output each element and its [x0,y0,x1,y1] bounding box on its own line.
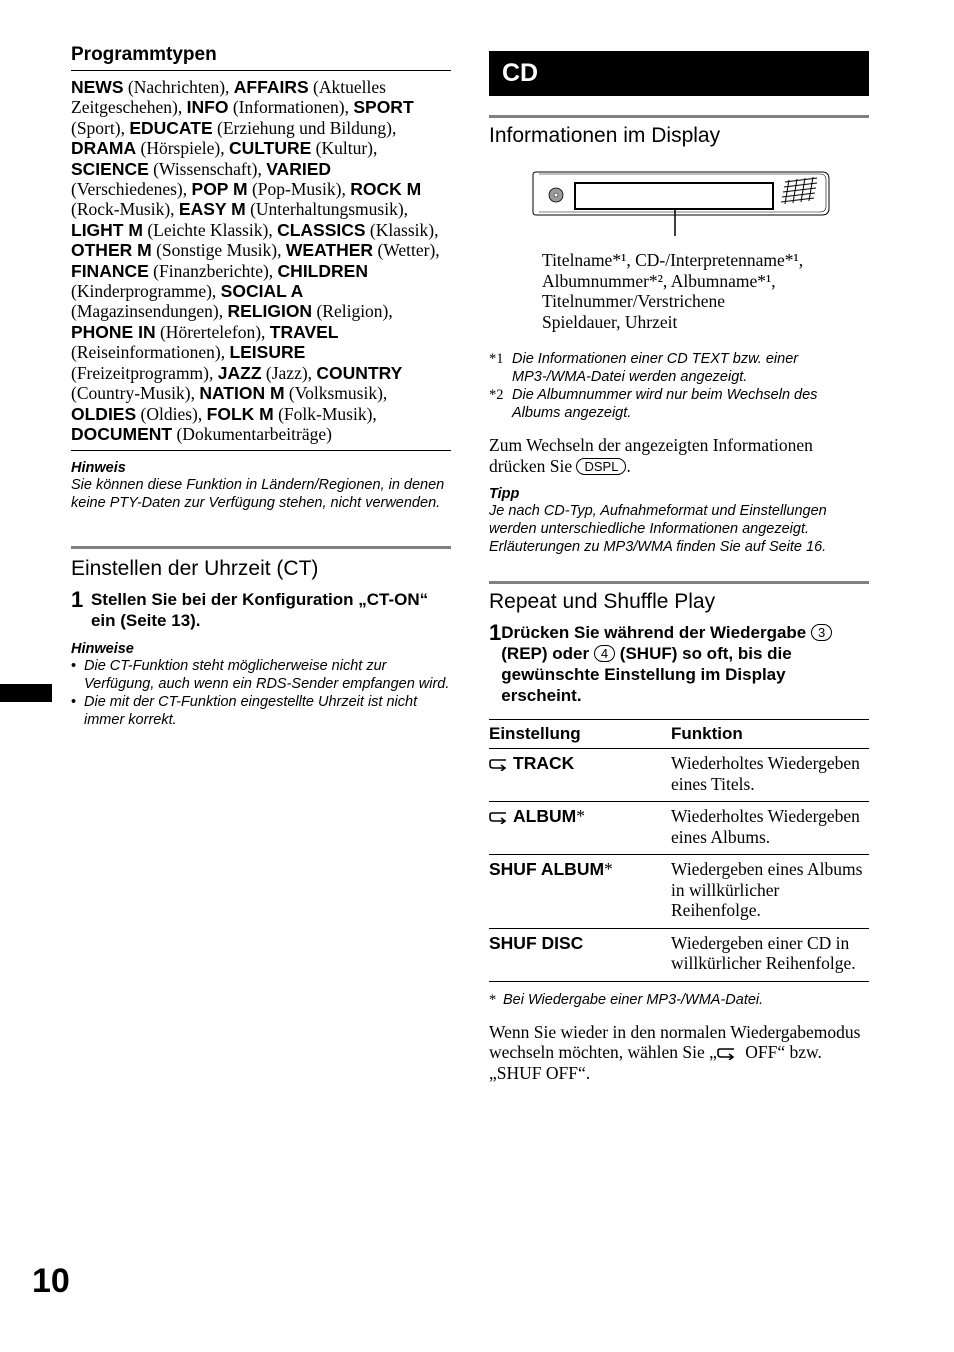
programm-description: (Rock-Musik) [71,199,171,220]
hinweise-list [71,657,451,729]
programm-code: OLDIES [71,403,137,424]
function-cell: Wiederholtes Wiedergeben eines Titels. [671,749,869,802]
programm-code: NATION M [199,383,285,404]
programm-code: COUNTRY [316,362,403,383]
uhrzeit-section-title: Einstellen der Uhrzeit (CT) [71,557,319,581]
step-number: 1 [489,620,502,645]
programm-code: ROCK M [350,179,422,200]
setting-label: SHUF DISC [489,932,584,953]
programm-code: CLASSICS [277,219,366,240]
speaker-grille-icon [781,177,817,204]
repeat-section-title: Repeat und Shuffle Play [489,590,716,613]
setting-cell [489,928,671,981]
programm-code: FOLK M [206,403,274,424]
programm-code: LIGHT M [71,219,143,240]
programm-description: (Klassik) [369,219,435,240]
list-item: • Die mit der CT-Funktion eingestellte Uhrzeit ist nicht immer korrekt. [71,694,418,729]
setting-cell [489,855,671,929]
tipp-text: Je nach CD-Typ, Aufnahmeformat und Einstellungen werden unterschiedliche Informationen angezeigt. Erläuterungen zu MP3/WMA finden Sie auf Seite 16. [489,503,827,555]
programm-code: EASY M [178,199,246,220]
hinweise-title: Hinweise [71,641,134,658]
programm-code: JAZZ [217,362,262,383]
table-row [489,802,869,855]
right-column [489,51,869,1083]
hinweis-title: Hinweis [71,460,126,477]
programm-code: SCIENCE [71,158,149,179]
setting-cell [489,749,671,802]
uhrzeit-step [71,589,451,631]
dspl-button: DSPL [576,458,626,475]
programm-description: (Sonstige Musik) [156,240,278,261]
step-text: Drücken Sie während der Wiedergabe 3 (REP) oder 4 (SHUF) so oft, bis die gewünschte Einstellung im Display erscheint. [501,622,869,706]
repeat-step [489,622,869,706]
column-header: Funktion [671,720,869,749]
programm-description: (Informationen) [232,97,345,118]
tipp-title: Tipp [489,486,520,502]
programm-description: (Magazinsendungen) [71,301,219,322]
display-callout: Titelname*¹, CD-/Interpretenname*¹, Albumnummer*², Albumname*¹, Titelnummer/Verstrichene Spieldauer, Uhrzeit [542,250,804,332]
programm-description: (Kultur) [315,138,374,159]
programm-code: WEATHER [285,240,374,261]
programm-description: (Country-Musik) [71,383,191,404]
key-4-button: 4 [594,645,615,662]
programm-description: (Leichte Klassik) [147,219,269,240]
step-text: Stellen Sie bei der Konfiguration „CT-ON“ ein (Seite 13). [90,590,429,631]
programm-code: SPORT [353,97,414,118]
display-window [575,183,773,209]
programm-description: (Finanzberichte) [153,260,269,281]
programm-code: VARIED [266,158,332,179]
display-body-text: Zum Wechseln der angezeigten Informationen drücken Sie DSPL . [489,435,813,476]
programm-description: (Folk-Musik) [278,403,373,424]
column-header: Einstellung [489,720,671,749]
setting-label: TRACK [513,753,575,773]
programm-description: (Religion) [316,301,389,322]
hinweis-text: Sie können diese Funktion in Ländern/Regionen, in denen keine PTY-Daten zur Verfügung stehen, nicht verwenden. [71,477,445,512]
disc-icon [549,188,563,202]
table-footnote: * Bei Wiedergabe einer MP3-/WMA-Datei. [489,991,764,1008]
side-tab-marker [0,684,52,702]
cd-section-bar: CD [489,51,869,96]
programm-code: PHONE IN [71,321,156,342]
section-rule [489,581,869,584]
display-info-title: Informationen im Display [489,124,721,147]
programmtypen-heading: Programmtypen [71,44,451,71]
closing-text: Wenn Sie wieder in den normalen Wiedergabemodus wechseln möchten, wählen Sie „ OFF“ bzw. „SHUF OFF“. [489,1021,861,1083]
programm-description: (Hörertelefon) [159,321,262,342]
programm-description: (Unterhaltungsmusik) [250,199,404,220]
function-cell: Wiedergeben einer CD in willkürlicher Reihenfolge. [671,928,869,981]
footnote: *2 Die Albumnummer wird nur beim Wechseln des Albums angezeigt. [489,387,818,421]
programm-description: (Kinderprogramme) [71,281,212,302]
programmtypen-list: NEWS (Nachrichten), AFFAIRS (Aktuelles Zeitgeschehen), INFO (Informationen), SPORT (Sport), EDUCATE (Erziehung und Bildung), DRAMA (Hörspiele), CULTURE (Kultur), SCIENCE (Wissenschaft), VARIED (Verschiedenes), POP M (Pop-Musik), ROCK M (Rock-Musik), EASY M (Unterhaltungsmusik), LIGHT M (Leichte Klassik), CLASSICS (Klassik), OTHER M (Sonstige Musik), WEATHER (Wetter), FINANCE (Finanzberichte), CHILDREN (Kinderprogramme), SOCIAL A (Magazinsendungen), RELIGION (Religion), PHONE IN (Hörertelefon), TRAVEL (Reiseinformationen), LEISURE (Freizeitprogramm), JAZZ (Jazz), COUNTRY (Country-Musik), NATION M (Volksmusik), OLDIES (Oldies), FOLK M (Folk-Musik), DOCUMENT (Dokumentarbeiträge) [71,77,451,451]
footnote: *1 Die Informationen einer CD TEXT bzw. einer MP3-/WMA-Datei werden angezeigt. [489,351,799,385]
display-footnotes [489,350,869,422]
programm-description: (Nachrichten) [127,77,226,97]
programm-code: RELIGION [227,301,313,322]
programm-code: DOCUMENT [71,423,173,444]
step-number: 1 [71,587,84,613]
programm-code: LEISURE [229,342,306,363]
programm-code: NEWS [71,77,124,97]
setting-label: ALBUM [513,806,577,826]
programm-code: INFO [186,97,229,118]
table-row [489,855,869,929]
asterisk: * [604,859,613,879]
programm-description: (Pop-Musik) [251,179,342,200]
programm-description: (Reiseinformationen) [71,342,221,363]
function-cell: Wiederholtes Wiedergeben eines Albums. [671,802,869,855]
programm-description: (Wetter) [377,240,436,261]
programm-code: EDUCATE [129,117,213,138]
programm-description: (Sport) [71,117,121,138]
repeat-icon [489,757,509,771]
key-3-button: 3 [811,624,832,641]
table-header-row [489,720,869,749]
asterisk: * [576,806,585,826]
left-column [71,44,451,729]
table-row [489,749,869,802]
programm-description: (Volksmusik) [288,383,383,404]
programm-description: (Wissenschaft) [153,158,258,179]
repeat-icon [489,810,509,824]
programm-code: POP M [191,179,248,200]
programm-description: (Aktuelles Zeitgeschehen) [71,77,386,118]
programm-code: DRAMA [71,138,137,159]
programm-code: TRAVEL [269,321,339,342]
programm-code: OTHER M [71,240,152,261]
setting-cell [489,802,671,855]
settings-table [489,719,869,982]
programm-description: (Erziehung und Bildung) [217,117,392,138]
programm-code: SOCIAL A [220,281,304,302]
programm-code: FINANCE [71,260,149,281]
section-rule [489,115,869,118]
function-cell: Wiedergeben eines Albums in willkürlicher Reihenfolge. [671,855,869,929]
programm-code: AFFAIRS [233,77,309,97]
list-item: • Die CT-Funktion steht möglicherweise nicht zur Verfügung, auch wenn ein RDS-Sender empfangen wird. [71,658,450,693]
programm-description: (Oldies) [140,403,198,424]
display-illustration [489,162,869,242]
table-row [489,928,869,981]
programm-code: CULTURE [228,138,312,159]
repeat-icon [717,1046,737,1060]
programm-description: (Hörspiele) [140,138,221,159]
page-number: 10 [32,1262,70,1300]
programm-description: (Jazz) [265,362,308,383]
setting-label: SHUF ALBUM [489,859,605,879]
programm-code: CHILDREN [277,260,368,281]
section-rule [71,546,451,549]
programm-description: (Verschiedenes) [71,179,183,200]
programm-description: (Dokumentarbeiträge) [176,423,332,444]
programm-description: (Freizeitprogramm) [71,362,210,383]
